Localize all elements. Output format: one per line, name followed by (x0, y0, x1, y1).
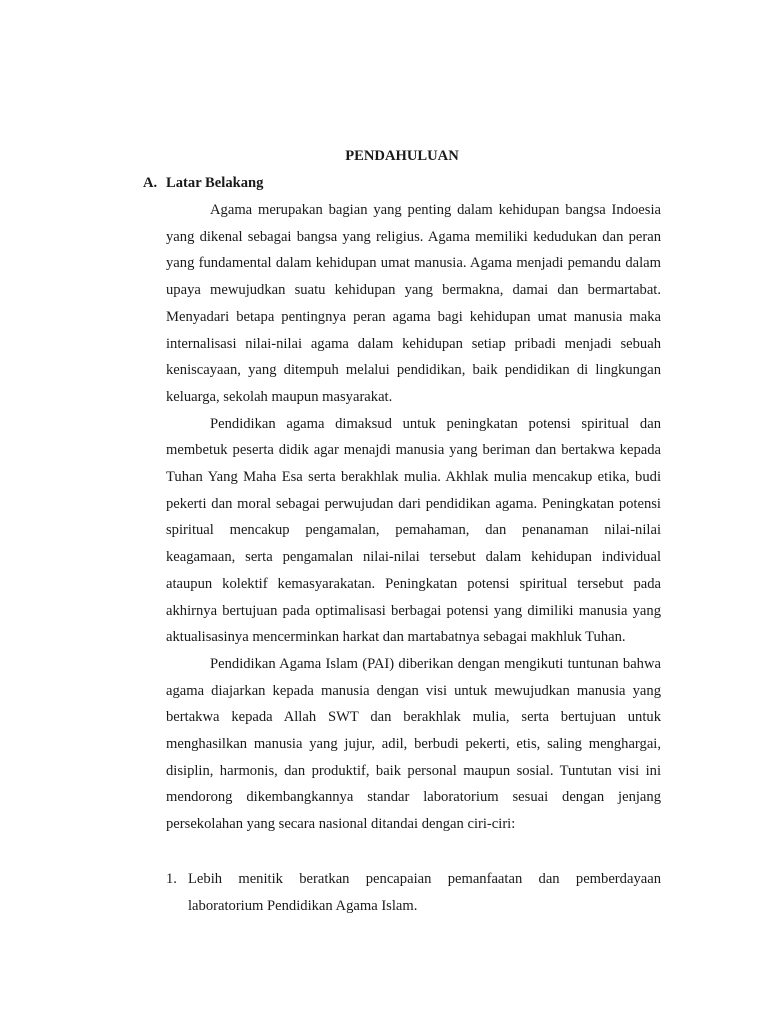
body-text (166, 197, 661, 838)
paragraph: Pendidikan agama dimaksud untuk peningkatan potensi spiritual dan membetuk peserta didik agar menajdi manusia yang beriman dan bertakwa kepada Tuhan Yang Maha Esa serta berakhlak mulia. Akhlak mulia mencakup etika, budi pekerti dan moral sebagai perwujudan dari pendidikan agama. Peningkatan potensi spiritual mencakup pengamalan, pemahaman, dan penanaman nilai-nilai keagamaan, serta pengamalan nilai-nilai tersebut dalam kehidupan individual ataupun kolektif kemasyarakatan. Peningkatan potensi spiritual tersebut pada akhirnya bertujuan pada optimalisasi berbagai potensi yang dimiliki manusia yang aktualisasinya mencerminkan harkat dan martabatnya sebagai makhluk Tuhan. (166, 415, 661, 646)
section-title: Latar Belakang (166, 175, 264, 191)
list-item (166, 866, 661, 919)
list-item-number: 1. (166, 871, 177, 887)
section-number: A. (143, 175, 158, 191)
numbered-list (166, 866, 661, 919)
section-heading (143, 173, 263, 193)
paragraph: Pendidikan Agama Islam (PAI) diberikan dengan mengikuti tuntunan bahwa agama diajarkan kepada manusia dengan visi untuk mewujudkan manusia yang bertakwa kepada Allah SWT dan berakhlak mulia, serta bertujuan untuk menghasilkan manusia yang jujur, adil, berbudi pekerti, etis, saling menghargai, disiplin, harmonis, dan produktif, baik personal maupun sosial. Tuntutan visi ini mendorong dikembangkannya standar laboratorium sesuai dengan jenjang persekolahan yang secara nasional ditandai dengan ciri-ciri: (166, 655, 661, 833)
list-item-text: Lebih menitik beratkan pencapaian pemanfaatan dan pemberdayaan laboratorium Pendidikan Agama Islam. (188, 871, 661, 914)
paragraph: Agama merupakan bagian yang penting dalam kehidupan bangsa Indoesia yang dikenal sebagai bangsa yang religius. Agama memiliki kedudukan dan peran yang fundamental dalam kehidupan umat manusia. Agama menjadi pemandu dalam upaya mewujudkan suatu kehidupan yang bermakna, damai dan bermartabat. Menyadari betapa pentingnya peran agama bagi kehidupan umat manusia maka internalisasi nilai-nilai agama dalam kehidupan setiap pribadi menjadi sebuah keniscayaan, yang ditempuh melalui pendidikan, baik pendidikan di lingkungan keluarga, sekolah maupun masyarakat. (166, 202, 661, 405)
page-title: PENDAHULUAN (345, 148, 459, 164)
